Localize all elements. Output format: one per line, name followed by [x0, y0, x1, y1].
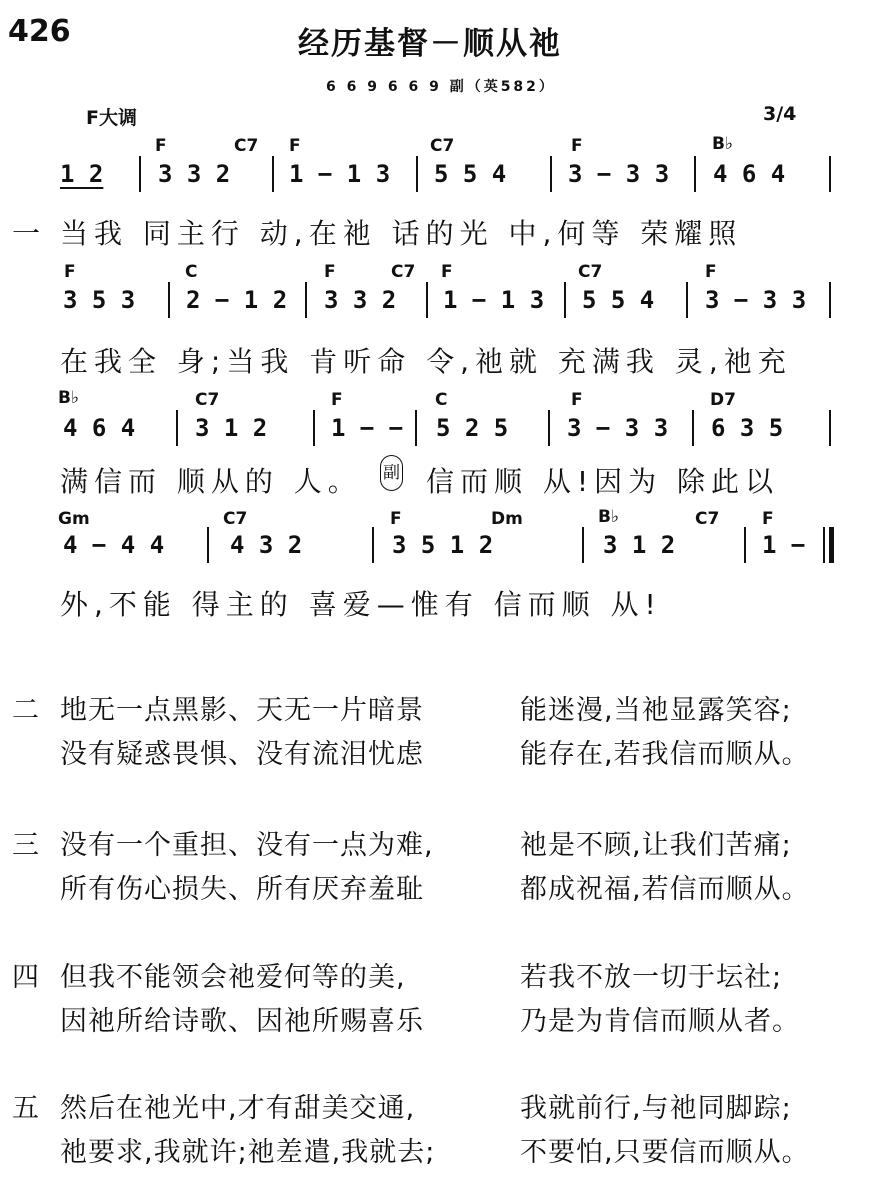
chord-symbol: C7: [430, 136, 455, 156]
chord-symbol: F: [762, 509, 774, 529]
note-measure: 6 3 5: [711, 414, 784, 442]
verse-number: 五: [12, 1093, 39, 1124]
hymn-title: 经历基督－顺从祂: [298, 26, 562, 62]
verse-line: 都成祝福,若信而顺从。: [520, 874, 810, 905]
note-measure: 1 2: [60, 160, 104, 188]
verse-line: 祂是不顾,让我们苦痛;: [520, 830, 792, 861]
verse-line: 能迷漫,当祂显露笑容;: [520, 695, 792, 726]
bar-line: [692, 410, 694, 446]
note-measure: 5 2 5: [436, 414, 509, 442]
final-bar-thick: [829, 527, 834, 563]
bar-line: [372, 527, 374, 563]
chord-symbol: C7: [195, 390, 220, 410]
meter-info: 6 6 9 6 6 9 副（英582）: [326, 79, 556, 95]
verse-number: 三: [12, 830, 39, 861]
note-measure: 3 5 3: [63, 286, 136, 314]
lyric-line-3b: 信而顺 从!因为 除此以: [426, 465, 780, 498]
bar-line: [550, 156, 552, 192]
note-measure: 5 5 4: [434, 160, 507, 188]
note-measure: 2 − 1 2: [186, 286, 288, 314]
chord-symbol: F: [705, 262, 717, 282]
verse-line: 但我不能领会祂爱何等的美,: [60, 962, 406, 993]
note-measure: 3 5 1 2: [392, 531, 494, 559]
bar-line: [686, 282, 688, 318]
chord-symbol: F: [571, 136, 583, 156]
verse-number: 一: [12, 217, 47, 250]
refrain-label: 副: [380, 455, 403, 491]
chord-symbol: C: [435, 390, 448, 410]
chord-symbol: C: [185, 262, 198, 282]
note-measure: 3 1 2: [603, 531, 676, 559]
bar-line: [426, 282, 428, 318]
bar-line: [168, 282, 170, 318]
chord-symbol: B♭: [58, 388, 79, 408]
note-measure: 3 3 2: [158, 160, 231, 188]
verse-line: 我就前行,与祂同脚踪;: [520, 1093, 792, 1124]
chord-symbol: B♭: [712, 134, 733, 154]
note-measure: 4 3 2: [230, 531, 303, 559]
bar-line: [582, 527, 584, 563]
chord-symbol: Dm: [491, 509, 523, 529]
chord-symbol: F: [331, 390, 343, 410]
note-measure: 3 3 2: [324, 286, 397, 314]
chord-symbol: C7: [223, 509, 248, 529]
bar-line: [207, 527, 209, 563]
verse-line: 没有一个重担、没有一点为难,: [60, 830, 434, 861]
chord-symbol: F: [155, 136, 167, 156]
chord-symbol: C7: [578, 262, 603, 282]
verse-line: 所有伤心损失、所有厌弃羞耻: [60, 874, 424, 905]
bar-line: [415, 410, 417, 446]
chord-symbol: F: [324, 262, 336, 282]
bar-line: [313, 410, 315, 446]
note-measure: 3 − 3 3: [567, 414, 669, 442]
verse-line: 不要怕,只要信而顺从。: [520, 1137, 810, 1168]
time-signature: 3/4: [763, 103, 797, 125]
chord-symbol: C7: [391, 262, 416, 282]
chord-symbol: F: [571, 390, 583, 410]
refrain-mark: [380, 455, 403, 491]
note-measure: 5 5 4: [582, 286, 655, 314]
lyric-line-4: 外,不能 得主的 喜爱—惟有 信而顺 从!: [60, 588, 662, 621]
verse-line: 没有疑惑畏惧、没有流泪忧虑: [60, 739, 424, 770]
note-measure: 3 − 3 3: [568, 160, 670, 188]
verse-line: 因祂所给诗歌、因祂所赐喜乐: [60, 1006, 424, 1037]
verse-line: 祂要求,我就许;祂差遣,我就去;: [60, 1137, 436, 1168]
key-signature: F大调: [86, 107, 137, 129]
verse-number: 四: [12, 962, 39, 993]
verse-line: 地无一点黑影、天无一片暗景: [60, 695, 424, 726]
chord-symbol: F: [289, 136, 301, 156]
chord-symbol: C7: [695, 509, 720, 529]
bar-line: [829, 282, 831, 318]
chord-symbol: F: [390, 509, 402, 529]
bar-line: [548, 410, 550, 446]
note-measure: 1 − −: [331, 414, 404, 442]
bar-line: [564, 282, 566, 318]
chord-symbol: Gm: [58, 509, 90, 529]
bar-line: [305, 282, 307, 318]
note-measure: 4 − 4 4: [63, 531, 165, 559]
bar-line: [139, 156, 141, 192]
bar-line: [272, 156, 274, 192]
lyric-line-2: 在我全 身;当我 肯听命 令,祂就 充满我 灵,祂充: [60, 345, 792, 378]
lyric-line-3a: 满信而 顺从的 人。: [60, 465, 362, 498]
note-measure: 4 6 4: [63, 414, 136, 442]
bar-line: [694, 156, 696, 192]
lyric-line-1: 当我 同主行 动,在祂 话的光 中,何等 荣耀照: [60, 217, 743, 250]
chord-symbol: F: [441, 262, 453, 282]
note-measure: 4 6 4: [713, 160, 786, 188]
note-measure: 1 − 1 3: [289, 160, 391, 188]
chord-symbol: F: [64, 262, 76, 282]
chord-symbol: B♭: [598, 507, 619, 527]
verse-line: 能存在,若我信而顺从。: [520, 739, 810, 770]
page-number: 426: [8, 14, 71, 49]
verse-line: 若我不放一切于坛社;: [520, 962, 783, 993]
final-bar-thin: [823, 527, 825, 563]
bar-line: [744, 527, 746, 563]
note-measure: 1 − 1 3: [443, 286, 545, 314]
verse-line: 乃是为肯信而顺从者。: [520, 1006, 800, 1037]
bar-line: [176, 410, 178, 446]
bar-line: [416, 156, 418, 192]
note-measure: 3 − 3 3: [705, 286, 807, 314]
verse-number: 二: [12, 695, 39, 726]
note-measure: 3 1 2: [195, 414, 268, 442]
bar-line: [829, 410, 831, 446]
bar-line: [829, 156, 831, 192]
chord-symbol: D7: [710, 390, 736, 410]
chord-symbol: C7: [234, 136, 259, 156]
verse-line: 然后在祂光中,才有甜美交通,: [60, 1093, 416, 1124]
note-measure: 1 −: [762, 531, 806, 559]
